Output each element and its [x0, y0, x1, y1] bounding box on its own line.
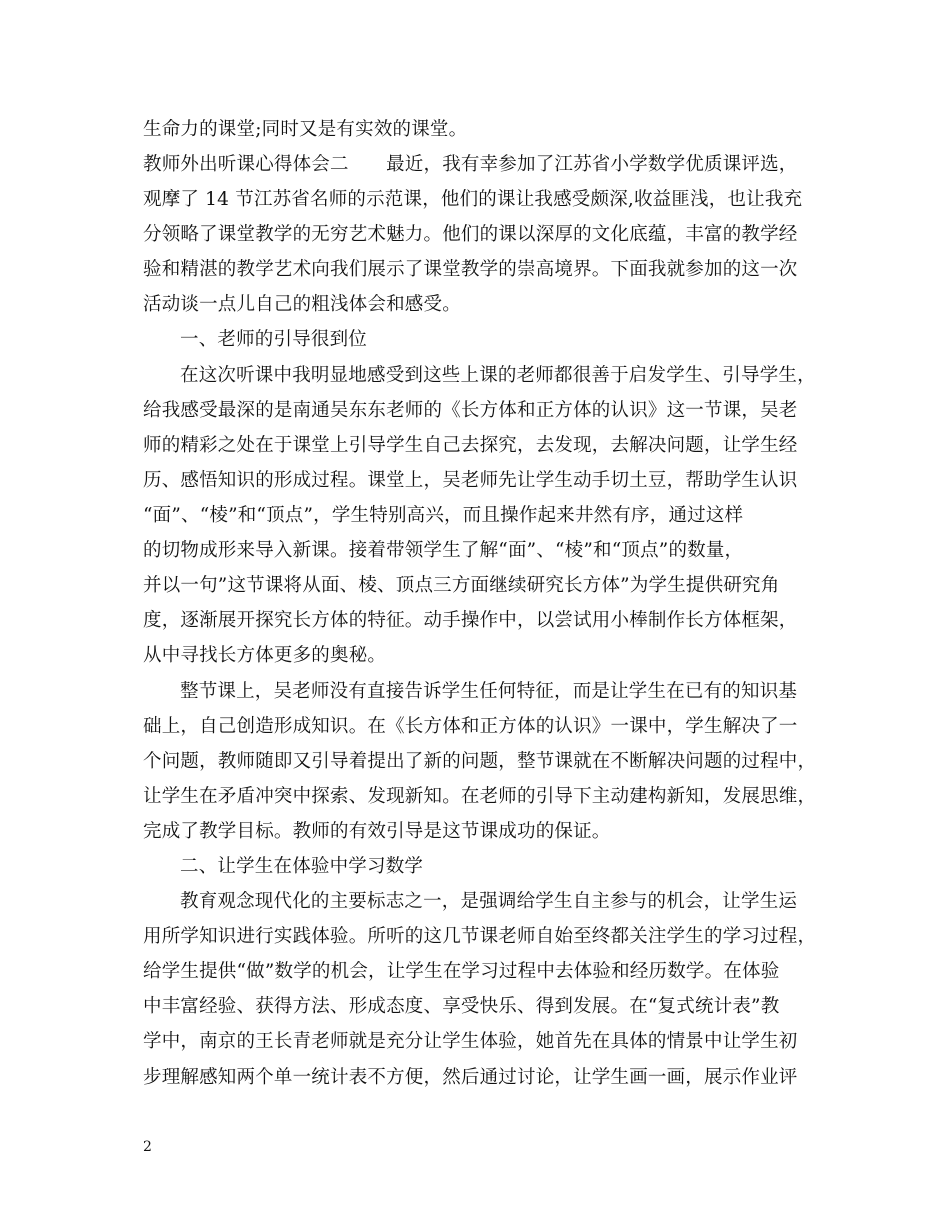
text-line: 个问题，教师随即又引导着提出了新的问题，整节课就在不断解决问题的过程中，	[143, 751, 817, 772]
text-line: 的切物成形来导入新课。接着带领学生了解“面”、“棱”和“顶点”的数量，	[143, 540, 744, 561]
text-line: 完成了教学目标。教师的有效引导是这节课成功的保证。	[143, 821, 611, 842]
section-heading: 二、让学生在体验中学习数学	[180, 856, 424, 877]
text-line: 教师外出听课心得体会二 最近，我有幸参加了江苏省小学数学优质课评选，	[143, 154, 798, 175]
text-line: 观摩了 14 节江苏省名师的示范课，他们的课让我感受颇深,收益匪浅，也让我充	[143, 189, 803, 210]
page-number: 2	[143, 1139, 152, 1155]
text-line: 并以一句”这节课将从面、棱、顶点三方面继续研究长方体”为学生提供研究角	[143, 575, 780, 596]
text-line: 给我感受最深的是南通吴东东老师的《长方体和正方体的认识》这一节课，吴老	[143, 400, 798, 421]
text-line: 从中寻找长方体更多的奥秘。	[143, 645, 387, 666]
text-line: 在这次听课中我明显地感受到这些上课的老师都很善于启发学生、引导学生，	[180, 365, 816, 386]
text-line: “面”、“棱”和“顶点”，学生特别高兴，而且操作起来井然有序，通过这样	[143, 505, 744, 526]
text-line: 生命力的课堂;同时又是有实效的课堂。	[143, 119, 468, 140]
text-line: 础上，自己创造形成知识。在《长方体和正方体的认识》一课中，学生解决了一	[143, 716, 798, 737]
text-line: 历、感悟知识的形成过程。课堂上，吴老师先让学生动手切土豆，帮助学生认识	[143, 470, 798, 491]
text-line: 给学生提供“做”数学的机会，让学生在学习过程中去体验和经历数学。在体验	[143, 961, 780, 982]
text-line: 让学生在矛盾冲突中探索、发现新知。在老师的引导下主动建构新知，发展思维，	[143, 786, 817, 807]
text-line: 步理解感知两个单一统计表不方便，然后通过讨论，让学生画一画，展示作业评	[143, 1067, 798, 1088]
text-line: 验和精湛的教学艺术向我们展示了课堂教学的崇高境界。下面我就参加的这一次	[143, 259, 798, 280]
text-line: 师的精彩之处在于课堂上引导学生自己去探究，去发现，去解决问题，让学生经	[143, 435, 798, 456]
text-line: 活动谈一点儿自己的粗浅体会和感受。	[143, 294, 461, 315]
text-line: 整节课上，吴老师没有直接告诉学生任何特征，而是让学生在已有的知识基	[180, 681, 798, 702]
text-line: 分领略了课堂教学的无穷艺术魅力。他们的课以深厚的文化底蕴，丰富的教学经	[143, 224, 798, 245]
section-heading: 一、老师的引导很到位	[180, 329, 368, 350]
text-line: 用所学知识进行实践体验。所听的这几节课老师自始至终都关注学生的学习过程，	[143, 926, 817, 947]
text-line: 中丰富经验、获得方法、形成态度、享受快乐、得到发展。在“复式统计表”教	[143, 996, 780, 1017]
text-line: 学中，南京的王长青老师就是充分让学生体验，她首先在具体的情景中让学生初	[143, 1031, 798, 1052]
text-line: 教育观念现代化的主要标志之一，是强调给学生自主参与的机会，让学生运	[180, 891, 798, 912]
text-line: 度，逐渐展开探究长方体的特征。动手操作中，以尝试用小棒制作长方体框架，	[143, 610, 798, 631]
